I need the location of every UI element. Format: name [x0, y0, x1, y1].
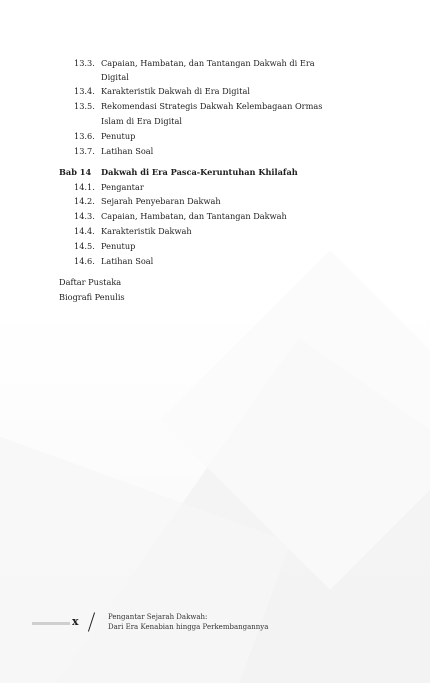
toc-entry-number: 13.6.: [74, 131, 95, 141]
toc-entry-title: Islam di Era Digital: [101, 116, 182, 126]
toc-entry-title: Pengantar: [101, 182, 144, 192]
toc-entry-title: Capaian, Hambatan, dan Tantangan Dakwah di Era: [101, 58, 315, 68]
toc-entry-number: 13.4.: [74, 86, 95, 96]
page-footer: [0, 608, 430, 648]
toc-entry-title: Penutup: [101, 131, 136, 141]
toc-entry-title: Sejarah Penyebaran Dakwah: [101, 196, 221, 206]
toc-entry-title: Latihan Soal: [101, 256, 154, 266]
footer-book-title: Pengantar Sejarah Dakwah:: [108, 613, 208, 621]
toc-entry-title: Daftar Pustaka: [59, 277, 122, 287]
toc-entry-number: 14.2.: [74, 196, 95, 206]
toc-entry-title: Penutup: [101, 241, 136, 251]
toc-entry-number: 14.5.: [74, 241, 95, 251]
toc-entry-number: 13.3.: [74, 58, 95, 68]
toc-chapter-title: Dakwah di Era Pasca-Keruntuhan Khilafah: [101, 167, 298, 177]
footer-rule: [32, 622, 70, 625]
footer-book-subtitle: Dari Era Kenabian hingga Perkembangannya: [108, 623, 269, 631]
toc-entry-number: 14.4.: [74, 226, 95, 236]
toc-entry-number: 13.7.: [74, 146, 95, 156]
toc-entry-title: Rekomendasi Strategis Dakwah Kelembagaan Ormas: [101, 101, 323, 111]
toc-entry-title: Digital: [101, 72, 129, 82]
toc-entry-title: Capaian, Hambatan, dan Tantangan Dakwah: [101, 211, 287, 221]
footer-slash-divider: [88, 612, 95, 631]
toc-entry-title: Latihan Soal: [101, 146, 154, 156]
toc-entry-number: 13.5.: [74, 101, 95, 111]
toc-entry-title: Biografi Penulis: [59, 292, 125, 302]
toc-entry-title: Karakteristik Dakwah di Era Digital: [101, 86, 250, 96]
toc-entry-number: 14.1.: [74, 182, 95, 192]
toc-entry-number: 14.6.: [74, 256, 95, 266]
footer-page-number: x: [72, 615, 79, 628]
toc-entry-title: Karakteristik Dakwah: [101, 226, 192, 236]
toc-chapter-number: Bab 14: [59, 167, 92, 177]
toc-entry-number: 14.3.: [74, 211, 95, 221]
table-of-contents: [0, 0, 430, 320]
